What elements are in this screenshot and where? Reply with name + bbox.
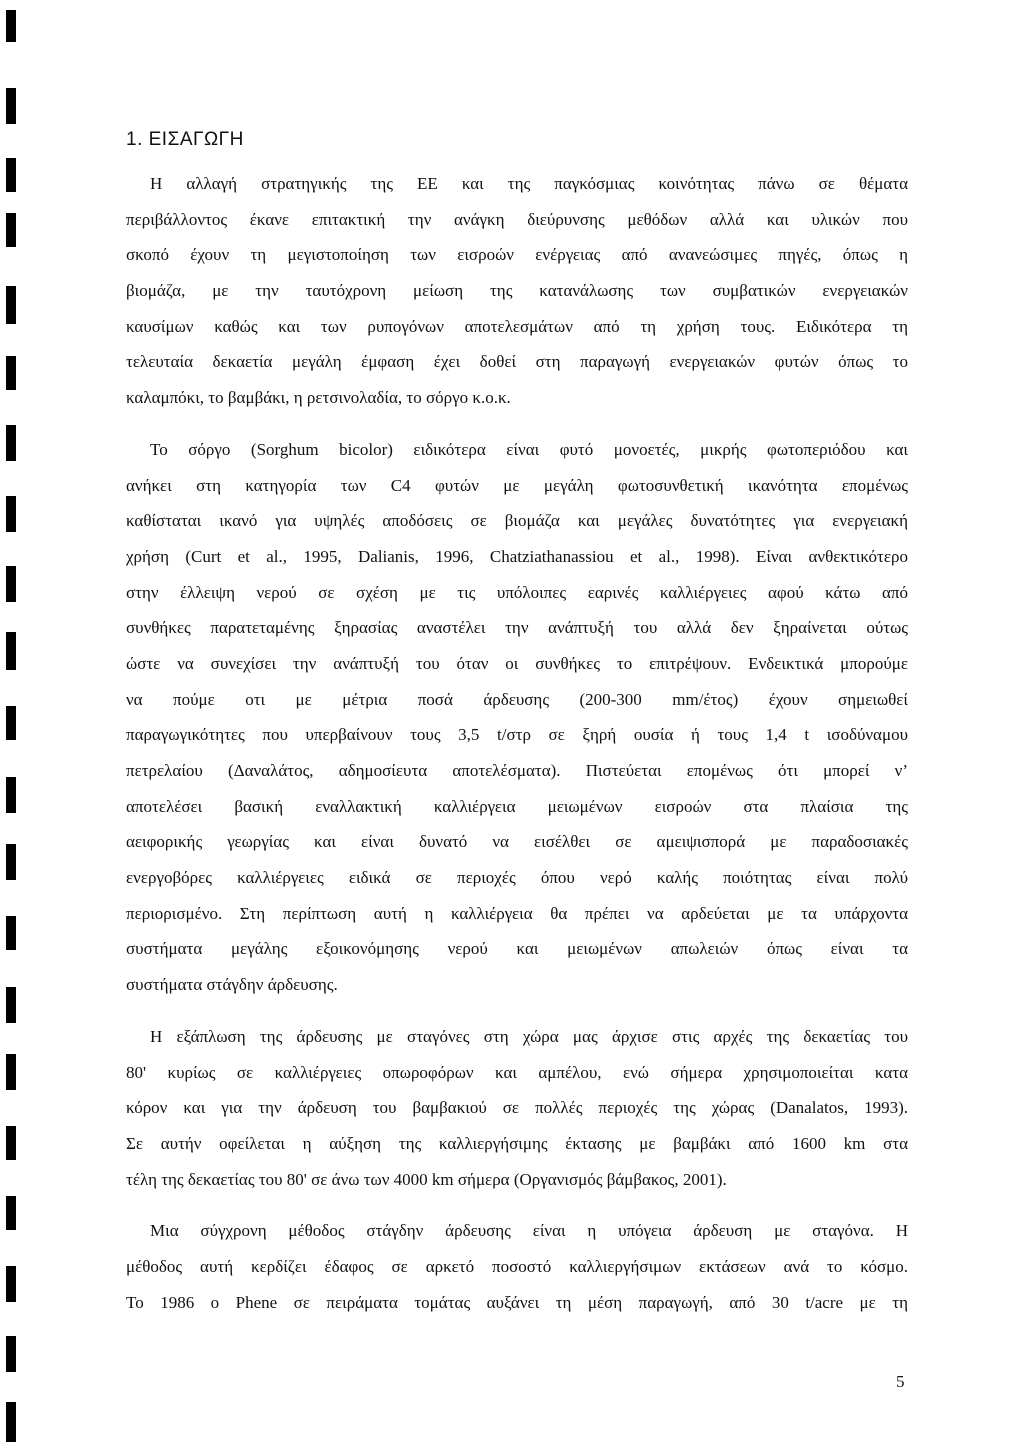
binder-mark [6,425,16,461]
text-line: μέθοδος αυτή κερδίζει έδαφος σε αρκετό ποσοστό καλλιεργήσιμων εκτάσεων ανά το κόσμο. [126,1256,908,1276]
paragraph [126,432,908,1003]
binder-mark [6,1196,16,1230]
text-line: παραγωγικότητες που υπερβαίνουν τους 3,5 t/στρ σε ξηρή ουσία ή τους 1,4 t ισοδύναμου [126,725,908,745]
text-line: ανήκει στη κατηγορία των C4 φυτών με μεγάλη φωτοσυνθετική ικανότητα επομένως [126,475,908,495]
paragraph [126,1213,908,1320]
text-line: Η αλλαγή στρατηγικής της ΕΕ και της παγκόσμιας κοινότητας πάνω σε θέματα [150,174,908,193]
text-line: τελευταία δεκαετία μεγάλη έμφαση έχει δοθεί στη παραγωγή ενεργειακών φυτών όπως το [126,352,908,372]
binder-mark [6,1402,16,1442]
binder-mark [6,916,16,950]
text-line: Το 1986 ο Phene σε πειράματα τομάτας αυξάνει τη μέση παραγωγή, από 30 t/acre με τη [126,1292,908,1312]
binder-mark [6,632,16,670]
binder-mark [6,158,16,192]
text-line: Σε αυτήν οφείλεται η αύξηση της καλλιεργήσιμης έκτασης με βαμβάκι από 1600 km στα [126,1133,908,1153]
text-line: συνθήκες παρατεταμένης ξηρασίας αναστέλει την ανάπτυξή του αλλά δεν ξηραίνεται ούτως [126,618,908,638]
body-text [126,166,908,1336]
text-line: καυσίμων καθώς και των ρυπογόνων αποτελεσμάτων από τη χρήση τους. Ειδικότερα τη [126,316,908,336]
text-line: ώστε να συνεχίσει την ανάπτυξή του όταν οι συνθήκες το επιτρέψουν. Ενδεικτικά μπορούμε [126,653,908,673]
text-line: συστήματα στάγδην άρδευσης. [126,975,338,995]
text-line: βιομάζα, με την ταυτόχρονη μείωση της κατανάλωσης των συμβατικών ενεργειακών [126,281,908,301]
binder-mark [6,88,16,124]
binder-mark [6,356,16,390]
text-line: Μια σύγχρονη μέθοδος στάγδην άρδευσης είναι η υπόγεια άρδευση με σταγόνα. Η [150,1221,908,1241]
paragraph [126,1019,908,1197]
text-line: ενεργοβόρες καλλιέργειες ειδικά σε περιοχές όπου νερό καλής ποιότητας είναι πολύ [126,868,908,888]
binder-mark [6,566,16,602]
text-line: να πούμε οτι με μέτρια ποσά άρδευσης (200-300 mm/έτος) έχουν σημειωθεί [126,689,908,709]
text-line: τέλη της δεκαετίας του 80' σε άνω των 4000 km σήμερα (Οργανισμός βάμβακος, 2001). [126,1169,727,1189]
text-line: Η εξάπλωση της άρδευσης με σταγόνες στη χώρα μας άρχισε στις αρχές της δεκαετίας του [150,1026,908,1046]
binder-marks [0,0,20,1447]
binder-mark [6,496,16,532]
text-line: πετρελαίου (Δαναλάτος, αδημοσίευτα αποτελέσματα). Πιστεύεται επομένως ότι μπορεί ν’ [126,761,908,780]
binder-mark [6,777,16,813]
text-line: χρήση (Curt et al., 1995, Dalianis, 1996, Chatziathanassiou et al., 1998). Είναι ανθεκτικότερο [126,546,908,566]
text-line: συστήματα μεγάλης εξοικονόμησης νερού και μειωμένων απωλειών όπως είναι τα [126,939,908,959]
text-line: στην έλλειψη νερού σε σχέση με τις υπόλοιπες εαρινές καλλιέργειες αφού κάτω από [126,582,908,602]
text-line: περιβάλλοντος έκανε επιτακτική την ανάγκη διεύρυνσης μεθόδων αλλά και υλικών που [126,209,908,229]
binder-mark [6,844,16,880]
text-line: καθίσταται ικανό για υψηλές αποδόσεις σε βιομάζα και μεγάλες δυνατότητες για ενεργειακή [126,511,908,531]
text-line: καλαμπόκι, το βαμβάκι, η ρετσινολαδία, το σόργο κ.ο.κ. [126,388,511,408]
text-line: αποτελέσει βασική εναλλακτική καλλιέργεια μειωμένων εισροών στα πλαίσια της [126,796,908,816]
binder-mark [6,1054,16,1090]
binder-mark [6,1126,16,1160]
text-line: Το σόργο (Sorghum bicolor) ειδικότερα είναι φυτό μονοετές, μικρής φωτοπεριόδου και [150,439,908,459]
binder-mark [6,706,16,740]
binder-mark [6,987,16,1023]
section-heading: 1. ΕΙΣΑΓΩΓΗ [126,129,244,150]
binder-mark [6,286,16,324]
binder-mark [6,10,16,42]
page-number: 5 [896,1372,905,1391]
text-line: περιορισμένο. Στη περίπτωση αυτή η καλλιέργεια θα πρέπει να αρδεύεται με τα υπάρχοντα [126,903,908,923]
text-line: αειφορικής γεωργίας και είναι δυνατό να εισέλθει σε αμειψισπορά με παραδοσιακές [126,832,908,852]
binder-mark [6,1266,16,1302]
text-line: 80' κυρίως σε καλλιέργειες οπωροφόρων και αμπέλου, ενώ σήμερα χρησιμοποιείται κατα [126,1062,908,1082]
binder-mark [6,213,16,247]
text-line: σκοπό έχουν τη μεγιστοποίηση των εισροών ενέργειας από ανανεώσιμες πηγές, όπως η [126,245,908,265]
text-line: κόρον και για την άρδευση του βαμβακιού σε πολλές περιοχές της χώρας (Danalatos, 1993). [126,1098,908,1118]
binder-mark [6,1336,16,1372]
paragraph [126,166,908,416]
